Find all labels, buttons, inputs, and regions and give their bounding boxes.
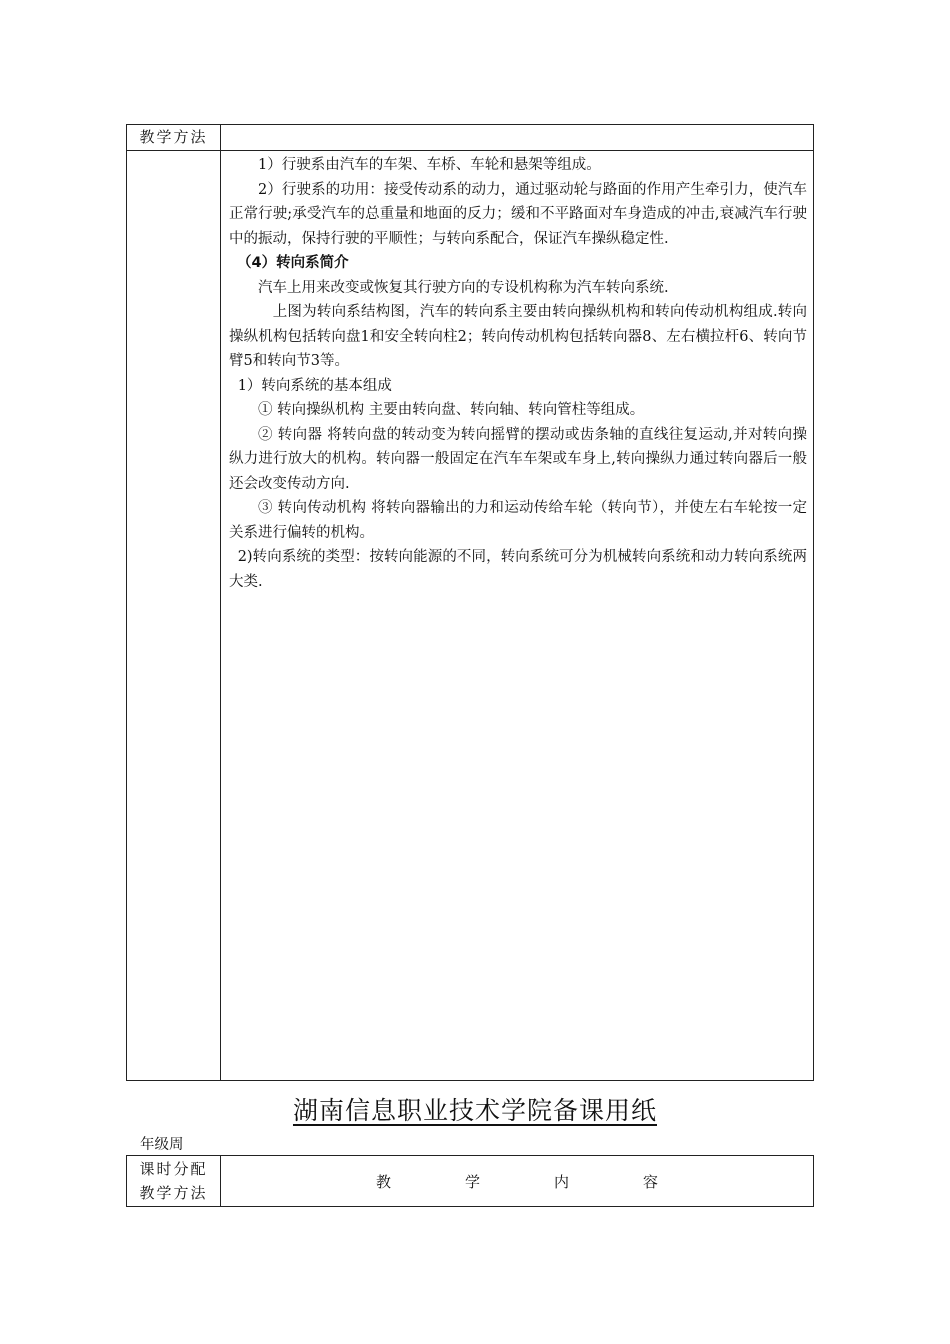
teaching-content-header — [221, 1156, 813, 1206]
allocation-method-cell — [127, 1156, 221, 1206]
class-hours-label: 课时分配 — [139, 1160, 208, 1178]
teaching-method-label: 教学方法 — [139, 1184, 208, 1202]
paragraph: 上图为转向系结构图，汽车的转向系主要由转向操纵机构和转向传动机构组成.转向操纵机构包括转向盘1和安全转向柱2；转向传动机构包括转向器8、左右横拉杆6、转向节臂5和转向节3等。 — [229, 304, 807, 369]
paragraph: ③ 转向传动机构 将转向器输出的力和运动传给车轮（转向节），并使左右车轮按一定关系进行偏转的机构。 — [229, 500, 807, 541]
section-heading: （4）转向系简介 — [237, 255, 349, 271]
paragraph: 1）行驶系由汽车的车架、车桥、车轮和悬架等组成。 — [258, 157, 601, 173]
paragraph: 2)转向系统的类型：按转向能源的不同，转向系统可分为机械转向系统和动力转向系统两大类. — [229, 549, 807, 590]
paragraph: ② 转向器 将转向盘的转动变为转向摇臂的摆动或齿条轴的直线往复运动,并对转向操纵力进行放大的机构。转向器一般固定在汽车车架或车身上,转向操纵力通过转向器后一般还会改变传动方向. — [229, 426, 807, 492]
paragraph: 1）转向系统的基本组成 — [237, 377, 392, 394]
content-header-char: 容 — [643, 1172, 659, 1191]
grade-week-label: 年级周 — [140, 1137, 184, 1153]
paragraph: 汽车上用来改变或恢复其行驶方向的专设机构称为汽车转向系统. — [258, 279, 669, 296]
content-header-char: 学 — [464, 1172, 480, 1191]
table-header-row — [127, 125, 813, 151]
lesson-content — [229, 153, 807, 594]
content-header-char: 教 — [375, 1172, 391, 1191]
teaching-method-header: 教学方法 — [127, 125, 221, 150]
teaching-method-cell — [127, 151, 221, 1080]
paragraph: 2）行驶系的功用：接受传动系的动力，通过驱动轮与路面的作用产生牵引力，使汽车正常行驶;承受汽车的总重量和地面的反力；缓和不平路面对车身造成的冲击,衰减汽车行驶中的振动，保持行驶的平顺性；与转向系配合，保证汽车操纵稳定性. — [229, 181, 807, 247]
school-title: 湖南信息职业技术学院备课用纸 — [292, 1096, 657, 1125]
lesson-table-header — [126, 1155, 814, 1207]
content-header-char: 内 — [554, 1172, 570, 1191]
paragraph: ① 转向操纵机构 主要由转向盘、转向轴、转向管柱等组成。 — [258, 402, 645, 418]
lesson-table — [126, 124, 814, 1081]
